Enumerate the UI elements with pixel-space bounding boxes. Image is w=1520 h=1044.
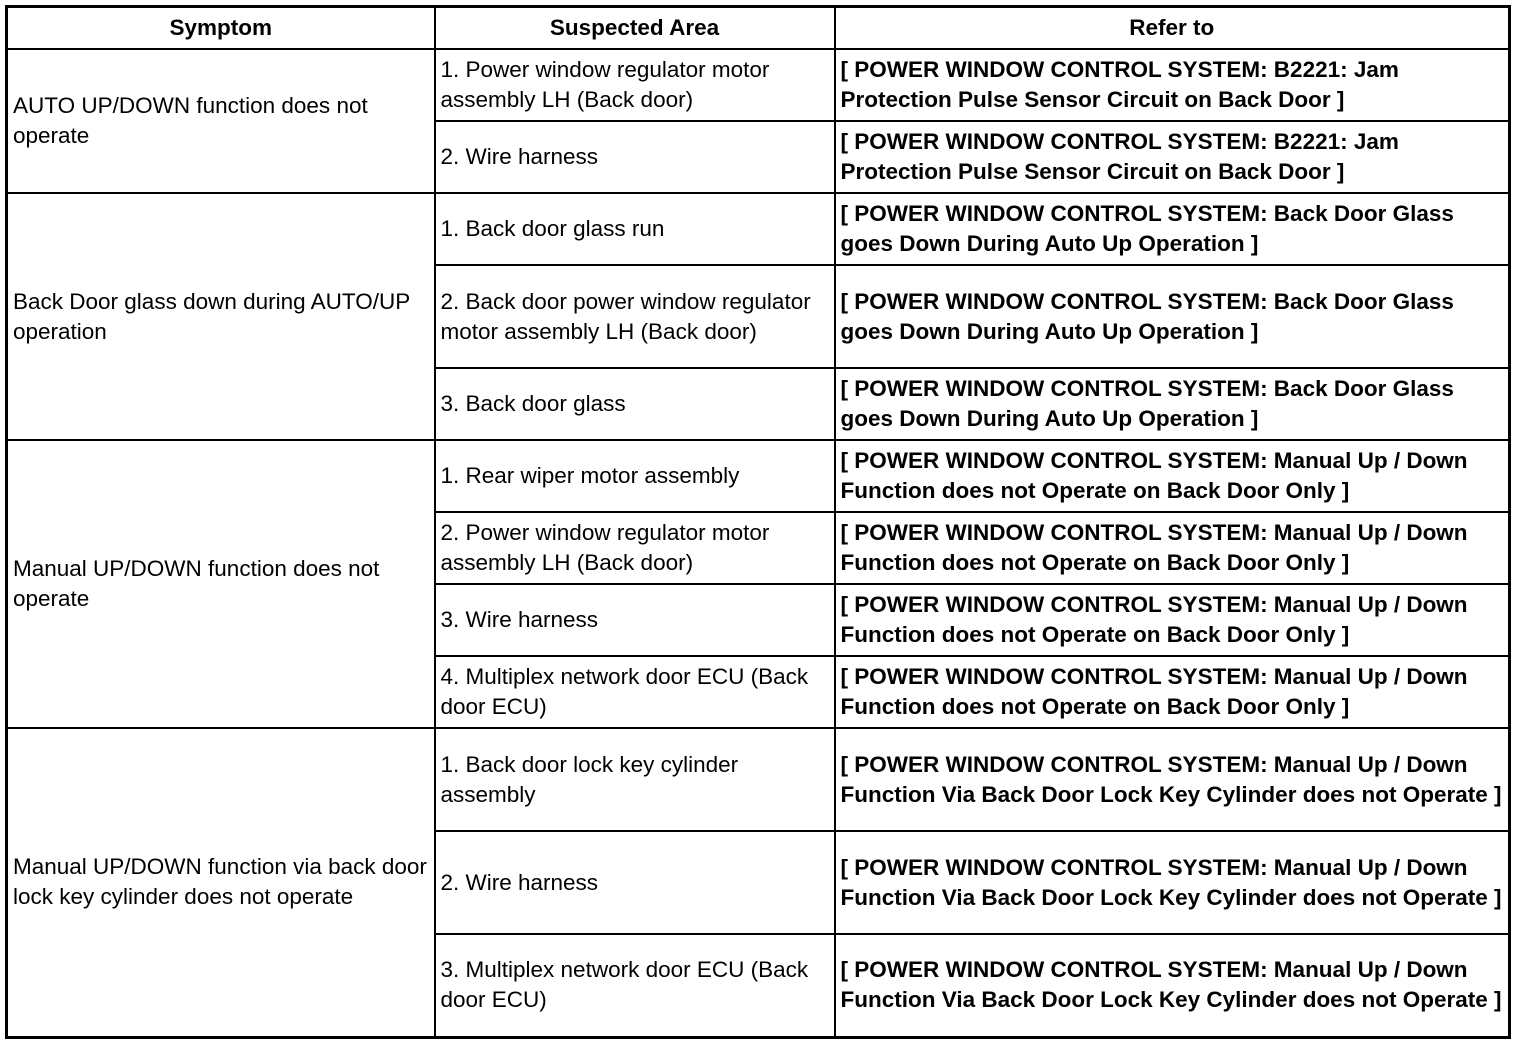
- suspected-area-cell: 2. Wire harness: [435, 831, 835, 934]
- symptom-cell: Manual UP/DOWN function does not operate: [7, 440, 435, 728]
- refer-link[interactable]: [ POWER WINDOW CONTROL SYSTEM: B2221: Jam Protection Pulse Sensor Circuit on Back Door ]: [835, 49, 1510, 121]
- refer-link[interactable]: [ POWER WINDOW CONTROL SYSTEM: Manual Up / Down Function does not Operate on Back Door Only ]: [835, 584, 1510, 656]
- symptom-cell: Manual UP/DOWN function via back door lock key cylinder does not operate: [7, 728, 435, 1037]
- suspected-area-cell: 1. Back door glass run: [435, 193, 835, 265]
- suspected-area-cell: 2. Back door power window regulator motor assembly LH (Back door): [435, 265, 835, 368]
- refer-link[interactable]: [ POWER WINDOW CONTROL SYSTEM: Manual Up / Down Function does not Operate on Back Door Only ]: [835, 656, 1510, 728]
- suspected-area-cell: 1. Back door lock key cylinder assembly: [435, 728, 835, 831]
- refer-link[interactable]: [ POWER WINDOW CONTROL SYSTEM: Back Door Glass goes Down During Auto Up Operation ]: [835, 193, 1510, 265]
- header-symptom: Symptom: [7, 7, 435, 50]
- table-row: [7, 193, 1510, 265]
- suspected-area-cell: 1. Power window regulator motor assembly LH (Back door): [435, 49, 835, 121]
- symptom-cell: AUTO UP/DOWN function does not operate: [7, 49, 435, 193]
- refer-link[interactable]: [ POWER WINDOW CONTROL SYSTEM: Manual Up / Down Function Via Back Door Lock Key Cylinder does not Operate ]: [835, 728, 1510, 831]
- header-refer-to: Refer to: [835, 7, 1510, 50]
- symptom-cell: Back Door glass down during AUTO/UP operation: [7, 193, 435, 440]
- suspected-area-cell: 4. Multiplex network door ECU (Back door ECU): [435, 656, 835, 728]
- refer-link[interactable]: [ POWER WINDOW CONTROL SYSTEM: Manual Up / Down Function does not Operate on Back Door Only ]: [835, 512, 1510, 584]
- refer-link[interactable]: [ POWER WINDOW CONTROL SYSTEM: Manual Up / Down Function does not Operate on Back Door Only ]: [835, 440, 1510, 512]
- table-row: [7, 49, 1510, 121]
- header-suspected-area: Suspected Area: [435, 7, 835, 50]
- troubleshooting-table: [5, 5, 1511, 1039]
- suspected-area-cell: 2. Power window regulator motor assembly LH (Back door): [435, 512, 835, 584]
- suspected-area-cell: 2. Wire harness: [435, 121, 835, 193]
- refer-link[interactable]: [ POWER WINDOW CONTROL SYSTEM: Back Door Glass goes Down During Auto Up Operation ]: [835, 368, 1510, 440]
- header-row: [7, 7, 1510, 50]
- suspected-area-cell: 3. Multiplex network door ECU (Back door ECU): [435, 934, 835, 1037]
- suspected-area-cell: 1. Rear wiper motor assembly: [435, 440, 835, 512]
- refer-link[interactable]: [ POWER WINDOW CONTROL SYSTEM: Back Door Glass goes Down During Auto Up Operation ]: [835, 265, 1510, 368]
- refer-link[interactable]: [ POWER WINDOW CONTROL SYSTEM: Manual Up / Down Function Via Back Door Lock Key Cylinder does not Operate ]: [835, 934, 1510, 1037]
- refer-link[interactable]: [ POWER WINDOW CONTROL SYSTEM: Manual Up / Down Function Via Back Door Lock Key Cylinder does not Operate ]: [835, 831, 1510, 934]
- refer-link[interactable]: [ POWER WINDOW CONTROL SYSTEM: B2221: Jam Protection Pulse Sensor Circuit on Back Door ]: [835, 121, 1510, 193]
- table-row: [7, 728, 1510, 831]
- suspected-area-cell: 3. Wire harness: [435, 584, 835, 656]
- suspected-area-cell: 3. Back door glass: [435, 368, 835, 440]
- table-row: [7, 440, 1510, 512]
